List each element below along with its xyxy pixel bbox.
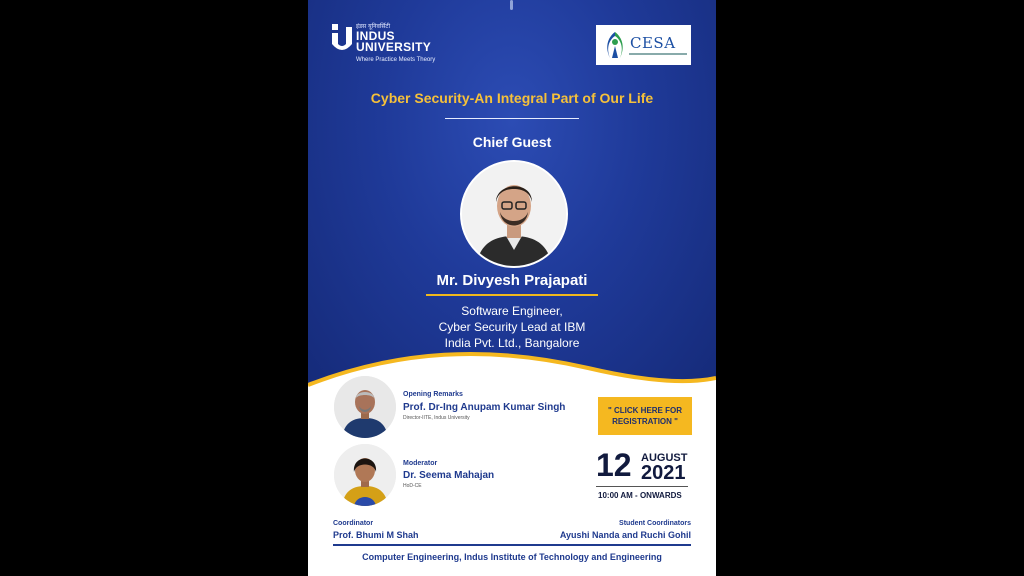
chief-guest-description bbox=[308, 303, 716, 351]
registration-line2: REGISTRATION " bbox=[612, 417, 678, 426]
registration-button[interactable] bbox=[598, 397, 692, 435]
guest-desc-line3: India Pvt. Ltd., Bangalore bbox=[444, 336, 580, 350]
university-name bbox=[356, 31, 431, 53]
date-divider bbox=[596, 486, 688, 487]
department-footer: Computer Engineering, Indus Institute of Technology and Engineering bbox=[362, 552, 662, 562]
guest-desc-line1: Software Engineer, bbox=[461, 304, 563, 318]
coordinator-name: Prof. Bhumi M Shah bbox=[333, 530, 419, 540]
speaker-portrait-icon bbox=[334, 376, 396, 438]
event-time: 10:00 AM - ONWARDS bbox=[598, 491, 682, 500]
guest-desc-line2: Cyber Security Lead at IBM bbox=[438, 320, 586, 334]
university-hindi-name: इंडस यूनिवर्सिटी bbox=[356, 23, 391, 30]
chief-guest-name: Mr. Divyesh Prajapati bbox=[436, 272, 588, 289]
cesa-logo bbox=[596, 25, 691, 65]
speaker2-name: Dr. Seema Mahajan bbox=[403, 470, 495, 481]
speaker1-name: Prof. Dr-Ing Anupam Kumar Singh bbox=[403, 402, 566, 413]
speaker1-role: Opening Remarks bbox=[403, 391, 463, 398]
university-name-line1: INDUS bbox=[356, 29, 395, 43]
moderator-photo bbox=[334, 444, 396, 506]
student-coordinators-label: Student Coordinators bbox=[619, 520, 691, 527]
chief-guest-label: Chief Guest bbox=[472, 134, 552, 150]
guest-portrait-icon bbox=[462, 162, 566, 266]
chief-guest-photo bbox=[460, 160, 568, 268]
scroll-indicator bbox=[510, 0, 513, 10]
guest-name-underline bbox=[426, 294, 598, 296]
moderator-portrait-icon bbox=[334, 444, 396, 506]
footer-divider bbox=[333, 544, 691, 546]
event-month: AUGUST bbox=[641, 452, 688, 464]
event-year: 2021 bbox=[641, 462, 686, 484]
indus-university-logo bbox=[332, 22, 452, 66]
student-coordinators-names: Ayushi Nanda and Ruchi Gohil bbox=[559, 530, 691, 540]
speaker2-role: Moderator bbox=[403, 460, 438, 467]
registration-line1: " CLICK HERE FOR bbox=[607, 406, 682, 415]
university-tagline: Where Practice Meets Theory bbox=[356, 57, 436, 63]
opening-speaker-photo bbox=[334, 376, 396, 438]
speaker2-description: HoD-CE bbox=[403, 483, 422, 489]
event-day: 12 bbox=[596, 447, 632, 483]
cesa-emblem-icon bbox=[602, 30, 628, 60]
coordinator-label: Coordinator bbox=[333, 520, 374, 527]
event-poster bbox=[308, 0, 716, 576]
indus-shield-icon bbox=[332, 24, 352, 54]
cesa-subtitle-line bbox=[629, 53, 687, 55]
speaker1-description: Director-IITE, Indus University bbox=[403, 415, 470, 421]
event-title: Cyber Security-An Integral Part of Our Life bbox=[370, 90, 654, 106]
university-name-line2: UNIVERSITY bbox=[356, 40, 432, 54]
title-divider bbox=[445, 118, 579, 119]
cesa-logo-text: CESA bbox=[630, 34, 676, 52]
